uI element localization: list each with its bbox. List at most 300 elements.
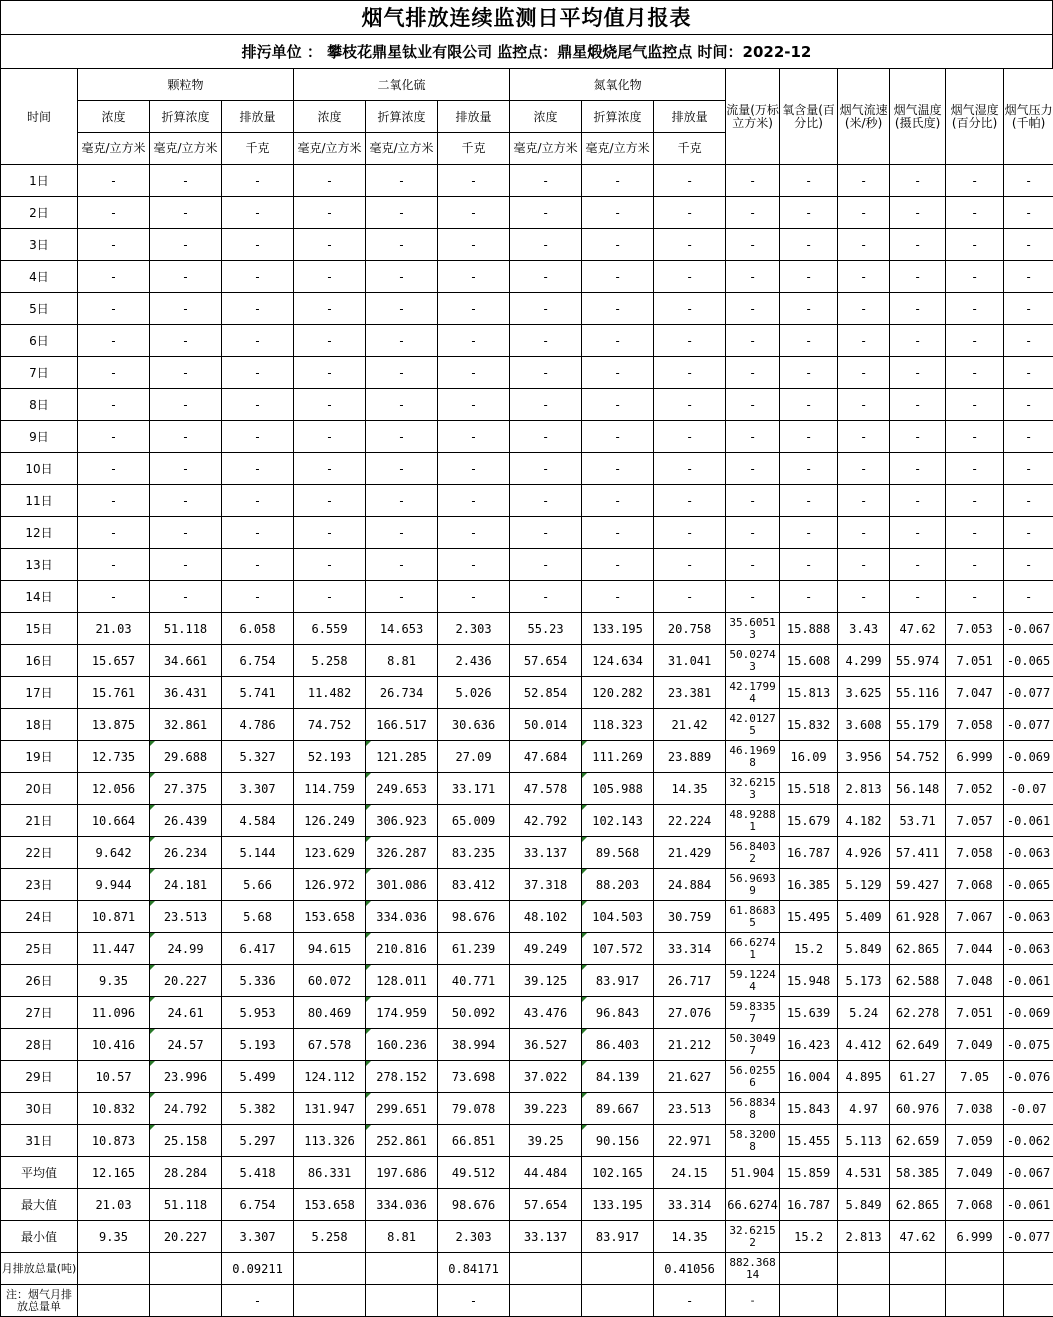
row-day: 25日 <box>1 933 78 965</box>
table-cell: - <box>438 485 510 517</box>
table-cell: 4.97 <box>838 1093 890 1125</box>
table-cell: - <box>150 517 222 549</box>
table-cell: - <box>1004 517 1053 549</box>
table-cell: - <box>654 197 726 229</box>
table-cell: -0.07 <box>1004 773 1053 805</box>
table-cell: 15.888 <box>780 613 838 645</box>
table-cell: - <box>890 197 946 229</box>
table-cell: -0.075 <box>1004 1029 1053 1061</box>
summary-cell: 16.787 <box>780 1189 838 1221</box>
table-cell: - <box>510 165 582 197</box>
table-cell: 16.787 <box>780 837 838 869</box>
table-cell: - <box>780 261 838 293</box>
table-cell: - <box>654 229 726 261</box>
summary-cell: 14.35 <box>654 1221 726 1253</box>
table-cell: 4.895 <box>838 1061 890 1093</box>
table-cell: 56.148 <box>890 773 946 805</box>
table-cell: - <box>438 421 510 453</box>
table-cell: -0.069 <box>1004 741 1053 773</box>
table-cell: - <box>366 357 438 389</box>
summary-cell: -0.077 <box>1004 1221 1053 1253</box>
table-cell: - <box>78 357 150 389</box>
table-row <box>1 965 1053 997</box>
table-cell: 35.6051 3 <box>726 613 780 645</box>
table-cell: 6.999 <box>946 741 1004 773</box>
header-unit: 毫克/立方米 <box>294 133 366 165</box>
summary-cell: 5.258 <box>294 1221 366 1253</box>
table-cell: 5.499 <box>222 1061 294 1093</box>
table-cell: 60.976 <box>890 1093 946 1125</box>
row-day: 10日 <box>1 453 78 485</box>
table-cell: - <box>890 293 946 325</box>
table-cell: 47.62 <box>890 613 946 645</box>
table-cell: - <box>294 293 366 325</box>
summary-cell: 15.859 <box>780 1157 838 1189</box>
table-cell: 56.0255 6 <box>726 1061 780 1093</box>
row-day: 19日 <box>1 741 78 773</box>
table-cell: 7.057 <box>946 805 1004 837</box>
table-cell: 15.608 <box>780 645 838 677</box>
table-cell: - <box>294 229 366 261</box>
table-cell: - <box>838 229 890 261</box>
table-cell: - <box>946 389 1004 421</box>
header-group: 二氧化硫 <box>294 69 510 101</box>
table-row <box>1 453 1053 485</box>
table-cell: - <box>890 421 946 453</box>
table-cell: 86.403 <box>582 1029 654 1061</box>
table-cell: - <box>726 325 780 357</box>
table-cell: - <box>946 197 1004 229</box>
table-cell: - <box>780 389 838 421</box>
footer-cell: 882.368 14 <box>726 1253 780 1285</box>
table-cell: 21.212 <box>654 1029 726 1061</box>
header-unit: 毫克/立方米 <box>366 133 438 165</box>
table-cell: 84.139 <box>582 1061 654 1093</box>
table-cell: - <box>366 229 438 261</box>
header-extra: 氧含量(百分比) <box>780 69 838 165</box>
table-cell: 123.629 <box>294 837 366 869</box>
table-cell: 25.158 <box>150 1125 222 1157</box>
footer-cell <box>582 1253 654 1285</box>
table-cell: -0.07 <box>1004 1093 1053 1125</box>
table-cell: - <box>222 421 294 453</box>
table-cell: - <box>726 293 780 325</box>
summary-cell: 57.654 <box>510 1189 582 1221</box>
summary-cell: 7.068 <box>946 1189 1004 1221</box>
table-cell: - <box>294 549 366 581</box>
table-cell: 23.381 <box>654 677 726 709</box>
header-group: 氮氧化物 <box>510 69 726 101</box>
table-cell: - <box>510 421 582 453</box>
header-time: 时间 <box>1 69 78 165</box>
summary-cell: 12.165 <box>78 1157 150 1189</box>
table-cell: 10.416 <box>78 1029 150 1061</box>
table-cell: 83.917 <box>582 965 654 997</box>
summary-cell: 102.165 <box>582 1157 654 1189</box>
table-cell: 153.658 <box>294 901 366 933</box>
table-cell: - <box>726 581 780 613</box>
table-row <box>1 1093 1053 1125</box>
table-cell: 54.752 <box>890 741 946 773</box>
table-cell: - <box>1004 293 1053 325</box>
table-cell: 10.873 <box>78 1125 150 1157</box>
table-cell: - <box>222 485 294 517</box>
table-cell: - <box>150 581 222 613</box>
footer-cell: - <box>726 1285 780 1317</box>
footer-cell: - <box>438 1285 510 1317</box>
table-cell: - <box>78 485 150 517</box>
table-cell: 37.022 <box>510 1061 582 1093</box>
table-cell: 210.816 <box>366 933 438 965</box>
footer-cell <box>780 1253 838 1285</box>
table-cell: - <box>582 261 654 293</box>
table-cell: - <box>890 389 946 421</box>
table-cell: - <box>726 197 780 229</box>
row-day: 6日 <box>1 325 78 357</box>
table-cell: - <box>946 165 1004 197</box>
table-cell: 7.049 <box>946 1029 1004 1061</box>
table-cell: - <box>78 325 150 357</box>
table-cell: - <box>890 517 946 549</box>
summary-cell: 7.049 <box>946 1157 1004 1189</box>
table-cell: 50.092 <box>438 997 510 1029</box>
table-cell: 21.627 <box>654 1061 726 1093</box>
table-cell: - <box>1004 325 1053 357</box>
summary-cell: 62.865 <box>890 1189 946 1221</box>
row-day: 18日 <box>1 709 78 741</box>
table-cell: - <box>78 197 150 229</box>
table-cell: 7.051 <box>946 997 1004 1029</box>
table-cell: - <box>780 453 838 485</box>
table-cell: - <box>582 293 654 325</box>
table-row <box>1 1125 1053 1157</box>
table-cell: 62.865 <box>890 933 946 965</box>
table-row <box>1 837 1053 869</box>
table-cell: 4.584 <box>222 805 294 837</box>
summary-cell: -0.067 <box>1004 1157 1053 1189</box>
table-cell: 66.851 <box>438 1125 510 1157</box>
table-cell: - <box>438 293 510 325</box>
table-cell: - <box>366 165 438 197</box>
table-cell: - <box>582 549 654 581</box>
table-cell: 27.076 <box>654 997 726 1029</box>
footer-cell <box>150 1285 222 1317</box>
table-cell: - <box>150 293 222 325</box>
table-cell: 126.249 <box>294 805 366 837</box>
table-cell: - <box>946 453 1004 485</box>
table-cell: - <box>780 229 838 261</box>
table-cell: - <box>890 453 946 485</box>
table-cell: 73.698 <box>438 1061 510 1093</box>
table-cell: 128.011 <box>366 965 438 997</box>
table-cell: 7.058 <box>946 709 1004 741</box>
footer-label: 月排放总量(吨) <box>1 1253 78 1285</box>
header-extra: 流量(万标立方米) <box>726 69 780 165</box>
summary-cell: 197.686 <box>366 1157 438 1189</box>
table-cell: 66.6274 1 <box>726 933 780 965</box>
table-cell: 6.417 <box>222 933 294 965</box>
table-cell: 53.71 <box>890 805 946 837</box>
row-day: 20日 <box>1 773 78 805</box>
table-cell: 21.429 <box>654 837 726 869</box>
table-cell: - <box>890 549 946 581</box>
table-cell: 5.741 <box>222 677 294 709</box>
summary-cell: 24.15 <box>654 1157 726 1189</box>
table-cell: 7.044 <box>946 933 1004 965</box>
table-cell: - <box>1004 549 1053 581</box>
table-cell: - <box>294 389 366 421</box>
row-day: 1日 <box>1 165 78 197</box>
summary-cell: 58.385 <box>890 1157 946 1189</box>
table-cell: - <box>222 261 294 293</box>
table-cell: 38.994 <box>438 1029 510 1061</box>
table-cell: 102.143 <box>582 805 654 837</box>
footer-cell <box>890 1253 946 1285</box>
footer-cell <box>890 1285 946 1317</box>
table-cell: - <box>582 581 654 613</box>
table-cell: 10.664 <box>78 805 150 837</box>
table-cell: - <box>838 389 890 421</box>
table-cell: -0.065 <box>1004 869 1053 901</box>
table-cell: 42.0127 5 <box>726 709 780 741</box>
summary-cell: 3.307 <box>222 1221 294 1253</box>
table-cell: 22.224 <box>654 805 726 837</box>
header-sub: 折算浓度 <box>150 101 222 133</box>
table-cell: - <box>726 453 780 485</box>
table-cell: -0.061 <box>1004 805 1053 837</box>
table-cell: 5.297 <box>222 1125 294 1157</box>
table-cell: 59.427 <box>890 869 946 901</box>
table-cell: - <box>78 549 150 581</box>
table-cell: 24.884 <box>654 869 726 901</box>
table-cell: - <box>838 581 890 613</box>
table-cell: 5.258 <box>294 645 366 677</box>
header-sub: 排放量 <box>222 101 294 133</box>
table-cell: 55.974 <box>890 645 946 677</box>
table-cell: 36.527 <box>510 1029 582 1061</box>
row-day: 12日 <box>1 517 78 549</box>
table-cell: - <box>726 517 780 549</box>
summary-cell: 51.904 <box>726 1157 780 1189</box>
table-cell: 80.469 <box>294 997 366 1029</box>
header-unit: 毫克/立方米 <box>510 133 582 165</box>
table-cell: 56.8403 2 <box>726 837 780 869</box>
table-cell: - <box>510 325 582 357</box>
table-cell: 5.68 <box>222 901 294 933</box>
table-cell: - <box>294 197 366 229</box>
table-cell: 2.436 <box>438 645 510 677</box>
summary-cell: 21.03 <box>78 1189 150 1221</box>
table-cell: - <box>582 485 654 517</box>
table-cell: 114.759 <box>294 773 366 805</box>
table-cell: - <box>510 293 582 325</box>
table-cell: - <box>1004 581 1053 613</box>
table-cell: - <box>294 261 366 293</box>
table-cell: 3.43 <box>838 613 890 645</box>
table-cell: 59.1224 4 <box>726 965 780 997</box>
table-cell: 4.786 <box>222 709 294 741</box>
table-cell: - <box>890 581 946 613</box>
footer-cell <box>1004 1253 1053 1285</box>
table-cell: - <box>78 517 150 549</box>
table-cell: 79.078 <box>438 1093 510 1125</box>
table-cell: - <box>150 165 222 197</box>
table-cell: - <box>726 261 780 293</box>
row-day: 27日 <box>1 997 78 1029</box>
row-day: 15日 <box>1 613 78 645</box>
table-cell: 96.843 <box>582 997 654 1029</box>
table-cell: - <box>294 165 366 197</box>
table-cell: - <box>890 261 946 293</box>
table-cell: 32.6215 3 <box>726 773 780 805</box>
table-cell: 48.102 <box>510 901 582 933</box>
table-cell: - <box>366 293 438 325</box>
table-cell: 9.642 <box>78 837 150 869</box>
header-sub: 浓度 <box>78 101 150 133</box>
table-cell: 32.861 <box>150 709 222 741</box>
header-unit: 千克 <box>438 133 510 165</box>
table-cell: - <box>1004 421 1053 453</box>
table-cell: 55.23 <box>510 613 582 645</box>
table-cell: - <box>838 485 890 517</box>
table-cell: - <box>78 261 150 293</box>
table-cell: 107.572 <box>582 933 654 965</box>
table-cell: 24.61 <box>150 997 222 1029</box>
table-cell: 11.482 <box>294 677 366 709</box>
footer-cell <box>582 1285 654 1317</box>
table-cell: 2.303 <box>438 613 510 645</box>
table-cell: - <box>78 229 150 261</box>
summary-cell: 98.676 <box>438 1189 510 1221</box>
table-row <box>1 485 1053 517</box>
table-cell: - <box>366 421 438 453</box>
table-cell: 26.439 <box>150 805 222 837</box>
table-cell: - <box>438 453 510 485</box>
footer-cell <box>78 1253 150 1285</box>
table-cell: - <box>946 229 1004 261</box>
table-cell: - <box>438 325 510 357</box>
table-cell: - <box>438 261 510 293</box>
summary-cell: 4.531 <box>838 1157 890 1189</box>
table-cell: 49.249 <box>510 933 582 965</box>
table-cell: 7.038 <box>946 1093 1004 1125</box>
table-cell: 3.307 <box>222 773 294 805</box>
table-row <box>1 293 1053 325</box>
table-cell: 56.9693 9 <box>726 869 780 901</box>
row-day: 30日 <box>1 1093 78 1125</box>
table-cell: - <box>366 517 438 549</box>
footer-cell: 0.41056 <box>654 1253 726 1285</box>
table-cell: - <box>582 453 654 485</box>
table-cell: 6.058 <box>222 613 294 645</box>
table-cell: 15.657 <box>78 645 150 677</box>
table-cell: - <box>654 165 726 197</box>
table-row <box>1 261 1053 293</box>
footer-cell <box>838 1253 890 1285</box>
footer-cell <box>946 1253 1004 1285</box>
table-cell: - <box>366 261 438 293</box>
table-cell: 21.03 <box>78 613 150 645</box>
summary-cell: 66.6274 <box>726 1189 780 1221</box>
table-cell: - <box>366 197 438 229</box>
table-cell: 5.66 <box>222 869 294 901</box>
summary-cell: 86.331 <box>294 1157 366 1189</box>
table-row <box>1 581 1053 613</box>
table-cell: - <box>838 197 890 229</box>
table-cell: - <box>890 485 946 517</box>
table-cell: 15.2 <box>780 933 838 965</box>
header-sub: 排放量 <box>438 101 510 133</box>
table-cell: - <box>222 165 294 197</box>
footer-cell: 0.84171 <box>438 1253 510 1285</box>
table-cell: 7.067 <box>946 901 1004 933</box>
table-cell: - <box>510 389 582 421</box>
table-cell: - <box>510 357 582 389</box>
report-subtitle: 排污单位 ： 攀枝花鼎星钛业有限公司 监控点：鼎星煅烧尾气监控点 时间：2022-12 <box>0 34 1053 68</box>
table-row <box>1 869 1053 901</box>
table-cell: 126.972 <box>294 869 366 901</box>
table-cell: - <box>294 581 366 613</box>
footer-cell <box>510 1285 582 1317</box>
header-sub: 折算浓度 <box>366 101 438 133</box>
table-cell: 46.1969 8 <box>726 741 780 773</box>
table-row <box>1 1285 1053 1317</box>
table-cell: - <box>78 293 150 325</box>
table-cell: 10.832 <box>78 1093 150 1125</box>
table-cell: - <box>150 549 222 581</box>
table-cell: 50.3049 7 <box>726 1029 780 1061</box>
row-day: 11日 <box>1 485 78 517</box>
table-row <box>1 421 1053 453</box>
table-row <box>1 517 1053 549</box>
table-cell: 30.636 <box>438 709 510 741</box>
table-cell: - <box>890 325 946 357</box>
table-cell: 120.282 <box>582 677 654 709</box>
table-cell: 15.832 <box>780 709 838 741</box>
table-cell: - <box>1004 229 1053 261</box>
header-unit: 毫克/立方米 <box>150 133 222 165</box>
table-row <box>1 645 1053 677</box>
table-cell: - <box>780 325 838 357</box>
table-cell: - <box>1004 165 1053 197</box>
row-day: 14日 <box>1 581 78 613</box>
table-cell: 26.734 <box>366 677 438 709</box>
table-cell: 5.193 <box>222 1029 294 1061</box>
table-cell: - <box>780 581 838 613</box>
table-cell: - <box>366 389 438 421</box>
summary-cell: 33.314 <box>654 1189 726 1221</box>
table-cell: 5.026 <box>438 677 510 709</box>
table-cell: 15.495 <box>780 901 838 933</box>
table-cell: - <box>654 261 726 293</box>
table-cell: 12.056 <box>78 773 150 805</box>
table-row <box>1 1221 1053 1253</box>
table-cell: - <box>838 453 890 485</box>
table-cell: - <box>780 421 838 453</box>
table-cell: - <box>294 517 366 549</box>
row-day: 29日 <box>1 1061 78 1093</box>
table-cell: 334.036 <box>366 901 438 933</box>
table-cell: 62.649 <box>890 1029 946 1061</box>
table-cell: -0.077 <box>1004 709 1053 741</box>
summary-cell: 33.137 <box>510 1221 582 1253</box>
table-cell: 83.412 <box>438 869 510 901</box>
table-cell: 111.269 <box>582 741 654 773</box>
table-cell: 23.889 <box>654 741 726 773</box>
table-cell: - <box>654 357 726 389</box>
footer-cell: - <box>654 1285 726 1317</box>
table-cell: 5.409 <box>838 901 890 933</box>
